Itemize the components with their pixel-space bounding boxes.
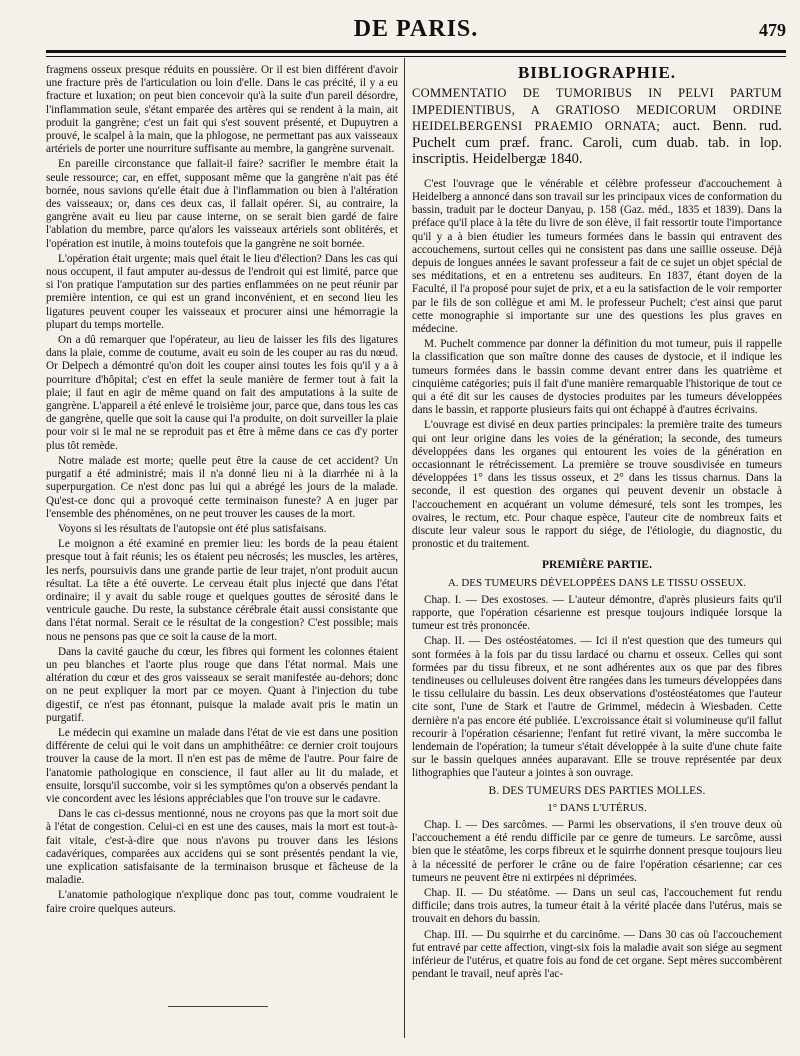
header-rule [46,50,786,53]
right-column [412,64,782,1054]
paragraph: L'ouvrage est divisé en deux parties principales: la première traite des tumeurs qui ont leur origine dans les voies de la génération; la seconde, des tumeurs développées dans les organes qui entourent les voies de la génération en occasionnant le rétrécissement. La première se trouve sousdivisée en tumeurs développées 1° dans les tissus osseux, et 2° dans les tissus charnus. Dans la seconde, il est question des organes qui peuvent devenir un obstacle à l'accouchement en acquérant un volume démesuré, tels sont les trompes, les ovaires, le rectum, etc. Pour chaque espèce, l'auteur cite de nombreux faits et discute leur valeur sous le rapport du siége, de l'étiologie, du diagnostic, du pronostic et du traitement. [412,419,782,551]
column-divider [404,58,405,1038]
running-title: DE PARIS. [353,16,479,42]
part-title: PREMIÈRE PARTIE. [542,559,652,572]
paragraph: L'opération était urgente; mais quel était le lieu d'élection? Dans les cas qui nous occupent, il faut amputer au-dessus de l'endroit qui est limité, parce que si l'on pratique l'amputation sur des parties enflammées on ne peut réunir par première intention, ce qui est un grand inconvénient, et en second lieu les ligatures peuvent couper les vaisseaux et procurer ainsi une hémorragie la plupart du temps mortelle. [46,252,398,331]
header-rule-thin [46,56,786,57]
book-title [412,85,782,168]
page-number: 479 [759,20,786,40]
paragraph: fragmens osseux presque réduits en poussière. Or il est bien différent d'avoir une fracture près de l'articulation ou loin d'elle. Dans le cas précité, il y a eu fracture et luxation; on peut bien concevoir qu'à la suite d'un pareil désordre, l'inflammation seule, s'étant emparée des artères qui se rendent à la main, ait produit la gangrène; c'est un fait qui s'est souvent présenté, et Dupuytren a prouvé, le scalpel à la main, que la phlogose, ne permettant pas aux vaisseaux artériels de porter une nourriture suffisante au membre, la gangrène survenait. [46,64,398,156]
paragraph: En pareille circonstance que fallait-il faire? sacrifier le membre était la seule ressource; car, en effet, supposant même que la gangrène n'ait pas été bornée, nous savions qu'elle était due à l'inflammation ou bien à l'altération des vaisseaux; or, dans ces deux cas, il fallait opérer. Si, au contraire, la gangrène avait eu lieu par cause interne, on se serait bien gardé de faire l'ablation du membre, parce qu'alors les vaisseaux artériels sont oblitérés, et l'opération est inutile, à moins toutefois que la gangrène ne soit bornée. [46,158,398,250]
left-column [46,64,398,996]
book-title-rest: auct. Benn. rud. Puchelt cum præf. franc. Caroli, cum duab. tab. in lop. inscriptis. Heidelbergæ 1840. [412,118,782,168]
subsection-title: B. DES TUMEURS DES PARTIES MOLLES. [488,784,706,797]
paragraph: Le moignon a été examiné en premier lieu: les bords de la peau étaient presque tout à fait réunis; les os étaient peu nécrosés; les muscles, les artères, les nerfs, poursuivis dans une grande partie de leur trajet, n'ont produit aucun résultat. La tête a été ouverte. Le cerveau était plus injecté que dans l'état ordinaire; il y avait du sable rouge et quelques gouttes de sérosité dans le ventricule gauche. Du reste, la substance cérébrale était aussi consistante que dans l'état normal. Serait ce le résultat de la congestion? C'est possible; mais nous ne pensons pas que ce soit la cause de la mort. [46,538,398,643]
paragraph: Chap. I. — Des sarcômes. — Parmi les observations, il s'en trouve deux où l'accouchement a été rendu difficile par ce genre de tumeurs. Le sarcôme, aussi bien que le stéatôme, les corps fibreux et le squirrhe donnent presque toujours lieu à la nécessité de perforer le crâne ou de faire l'opération césarienne; car ces tumeurs ne peuvent être ni extirpées ni déprimées. [412,819,782,884]
paragraph: Dans le cas ci-dessus mentionné, nous ne croyons pas que la mort soit due à l'état de congestion. Celui-ci en est une des causes, mais la mort est tout-à-fait vitale, c'est-à-dire que nous n'avons pu trouver dans les lésions cadavériques, comparées aux accidens qui se sont présentés pendant la vie, une explication satisfaisante de la terminaison brusque et fâcheuse de la maladie. [46,808,398,887]
paragraph: Chap. II. — Du stéatôme. — Dans un seul cas, l'accouchement fut rendu difficile; dans trois autres, la tumeur était à la vérité placée dans l'utérus, mais se trouvait en dehors du bassin. [412,887,782,926]
paragraph: Dans la cavité gauche du cœur, les fibres qui forment les colonnes étaient un peu blanches et l'aorte plus rouge que dans l'état normal. Mais une altération du cœur et des gros vaisseaux se serait manifestée au-dehors; donc on ne peut expliquer la mort par ce moyen. Quant à l'injection du tube digestif, ce n'est pas étonnant, puisque la malade avait pris le matin un purgatif. [46,645,398,724]
paragraph: On a dû remarquer que l'opérateur, au lieu de laisser les fils des ligatures dans la plaie, comme de coutume, avait eu soin de les couper au ras du nœud. Or Delpech a démontré qu'on doit les couper ainsi toutes les fois qu'il y a à pourriture d'hôpital; c'est en effet la seule manière de fermer tout à fait la plaie; il faut en agir de même quand on fait des amputations à la suite de gangrène. L'appareil a été enlevé le troisième jour, parce que, dans tous les cas de gangrène, quelle que soit la cause qui l'a produite, on doit surveiller la plaie pour voir si le mal ne se reproduit pas et être à même dans ce cas d'y porter plus tôt remède. [46,334,398,452]
paragraph: Notre malade est morte; quelle peut être la cause de cet accident? Un purgatif a été administré; mais il n'a donné lieu ni à la diarrhée ni à la superpurgation. Ce n'est donc pas lui qui a abrégé les jours de la malade. Qu'est-ce donc qui a provoqué cette terminaison funeste? A en juger par l'ensemble des phénomènes, on ne peut trouver les causes de la mort. [46,454,398,520]
book-title-caps: COMMENTATIO DE TUMORIBUS IN PELVI PARTUM IMPEDIENTIBUS, A GRATIOSO MEDICORUM ORDINE HEIDELBERGENSI PRAEMIO ORNATA; [412,86,782,134]
paragraph: C'est l'ouvrage que le vénérable et célèbre professeur d'accouchement à Heidelberg a annoncé dans son travail sur les principaux vices de conformation du bassin, traduit par le docteur Danyau, p. 158 (Gaz. méd., 1835 et 1839). Dans la préface qu'il place à la tête du livre de son élève, il fait ressortir toute l'importance qu'il y a à bien étudier les tumeurs formées dans le bassin qui entravent des accouchemens, surtout celles qui ne consistent pas dans une saillie osseuse. Déjà depuis de longues années le savant professeur a fait de ce sujet un objet spécial de ses méditations, et en a entretenu ses auditeurs. En 1837, étant doyen de la Faculté, il l'a proposé pour sujet de prix, et a eu la satisfaction de le voir remporter par le fils de son collègue et ami M. le professeur Puchelt; c'est ainsi que parut cette monographie si importante sur une des questions les plus graves en médecine. [412,177,782,335]
paragraph: L'anatomie pathologique n'explique donc pas tout, comme voudraient le faire croire quelques auteurs. [46,889,398,915]
paragraph: Chap. II. — Des ostéostéatomes. — Ici il n'est question que des tumeurs qui sont formées à la fois par du tissu lardacé ou charnu et osseux. Celles qui sont formées par du tissu fibreux, et ne sont adhérentes aux os que par des fibres tendineuses ou celluleuses doivent être rangées dans les tumeurs développées dans le tissu cellulaire du bassin. Les deux observations d'ostéostéatomes que l'auteur cite sont, l'une de Stark et l'autre de Grimmel, médecin à Wiesbaden. Cette dernière n'a pas encore été publiée. L'excroissance était si volumineuse qu'il fallut recourir à l'opération césarienne; l'enfant fut retiré vivant, la mère succomba le lendemain de l'opération; la tumeur s'était développée à la suite d'une chute faite sur le bassin quelques années auparavant. Elle se trouve représentée par deux lithographies que l'auteur a jointes à son ouvrage. [412,635,782,780]
section-title: BIBLIOGRAPHIE. [517,64,677,82]
paragraph: M. Puchelt commence par donner la définition du mot tumeur, puis il rappelle la classification que son maître donne des causes de dystocie, et il indique les tumeurs formées dans le bassin comme devant entrer dans les quatrième et cinquième catégories; puis il fait d'une manière remarquable l'historique de tout ce qui a été dit sur les causes de dystocies produites par les tumeurs développées dans le bassin, et rapporte plusieurs faits qui ont échappé à d'autres écrivains. [412,338,782,417]
end-rule [168,1006,268,1007]
subsection-title: A. DES TUMEURS DÉVELOPPÉES DANS LE TISSU OSSEUX. [447,576,747,589]
paragraph: Chap. I. — Des exostoses. — L'auteur démontre, d'après plusieurs faits qu'il rapporte, que l'opération césarienne est presque toujours indiquée lorsque la tumeur est très prononcée. [412,593,782,633]
page-header [46,16,786,50]
paragraph: Le médecin qui examine un malade dans l'état de vie est dans une position différente de celui qui le voit dans un amphithéâtre: ce dernier croit toujours trouver la cause de la mort. Il n'en est pas de même de l'autre. Pour faire de l'anatomie pathologique en conscience, il faut aller au lit du malade, et ensuite, lorsqu'il succombe, voir si les symptômes qu'on a observés pendant la vie concordent avec les lésions appréciables que l'on trouve sur le cadavre. [46,726,398,805]
subsection-subtitle: 1° DANS L'UTÉRUS. [547,801,647,814]
paragraph: Voyons si les résultats de l'autopsie ont été plus satisfaisans. [58,522,327,535]
paragraph: Chap. III. — Du squirrhe et du carcinôme. — Dans 30 cas où l'accouchement fut entravé par cette affection, vingt-six fois la maladie avait son siége au segment inférieur de l'utérus, et quatre fois au fond de cet organe. Sept mères succombèrent pendant le travail, neuf après l'ac- [412,928,782,981]
